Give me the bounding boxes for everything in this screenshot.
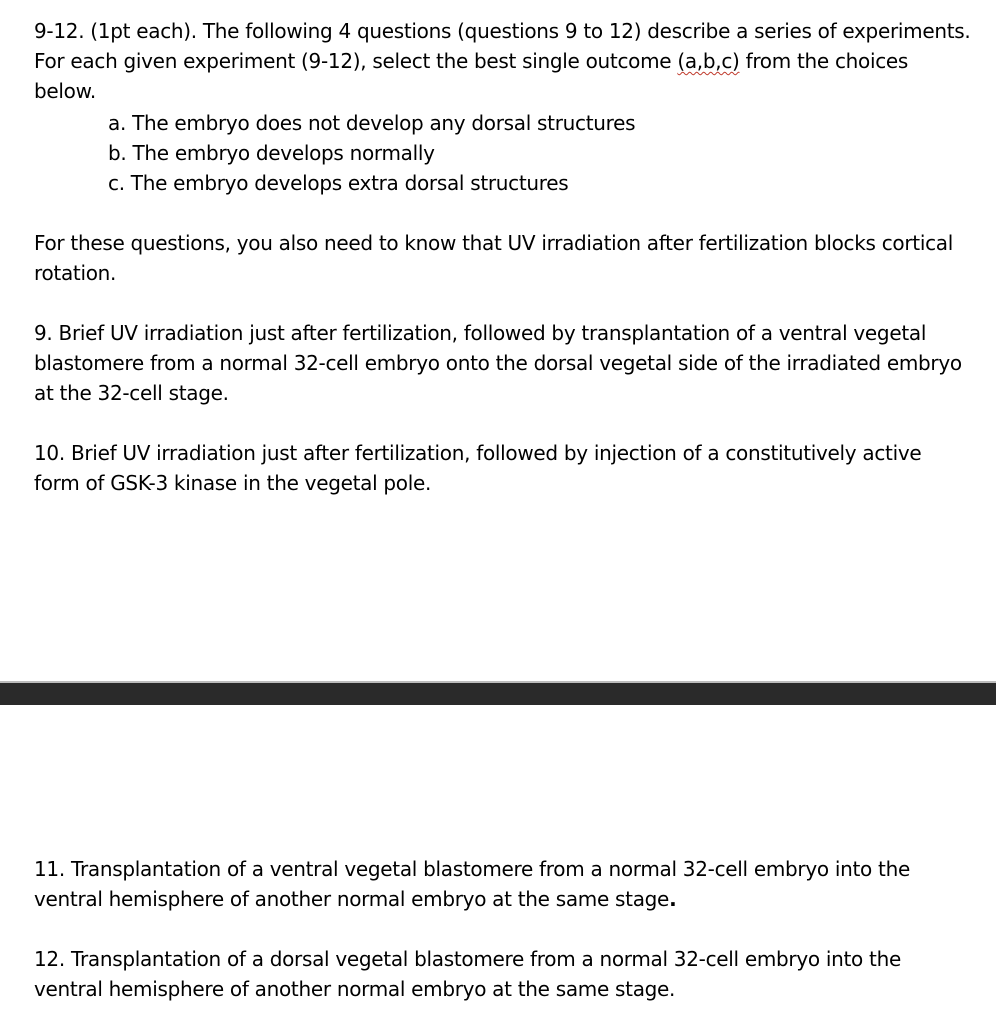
option-c: c. The embryo develops extra dorsal structures [108,171,569,195]
intro-line-3: below. [34,79,96,103]
intro-line-2-start: For each given experiment (9-12), select the best single outcome [34,49,678,73]
intro-line-1: 9-12. (1pt each). The following 4 questions (questions 9 to 12) describe a series of experiments. [34,19,971,43]
page-break-divider [0,681,996,705]
question-12 [34,944,901,1004]
option-a: a. The embryo does not develop any dorsal structures [108,111,636,135]
note-line-2: rotation. [34,261,117,285]
intro-line-2-end: from the choices [739,49,909,73]
spellcheck-marked-text: (a,b,c) [677,49,740,73]
question-11-line-2-text: ventral hemisphere of another normal embryo at the same stage [34,887,670,911]
intro-line-2 [34,46,970,76]
question-9-line-1: 9. Brief UV irradiation just after fertilization, followed by transplantation of a ventral vegetal [34,321,927,345]
question-11 [34,854,910,914]
question-11-period: . [669,887,677,911]
note-paragraph [34,228,953,288]
option-b: b. The embryo develops normally [108,141,435,165]
question-11-line-1: 11. Transplantation of a ventral vegetal blastomere from a normal 32-cell embryo into the [34,857,910,881]
question-12-line-2: ventral hemisphere of another normal embryo at the same stage. [34,977,676,1001]
question-9 [34,318,962,408]
intro-paragraph [34,16,970,106]
question-10-line-2: form of GSK-3 kinase in the vegetal pole. [34,471,432,495]
question-9-line-2: blastomere from a normal 32-cell embryo onto the dorsal vegetal side of the irradiated embryo [34,351,962,375]
question-11-line-2 [34,884,910,914]
question-9-line-3: at the 32-cell stage. [34,381,229,405]
question-10-line-1: 10. Brief UV irradiation just after fertilization, followed by injection of a constitutively active [34,441,922,465]
question-12-line-1: 12. Transplantation of a dorsal vegetal blastomere from a normal 32-cell embryo into the [34,947,901,971]
note-line-1: For these questions, you also need to know that UV irradiation after fertilization blocks cortical [34,231,953,255]
question-10 [34,438,921,498]
